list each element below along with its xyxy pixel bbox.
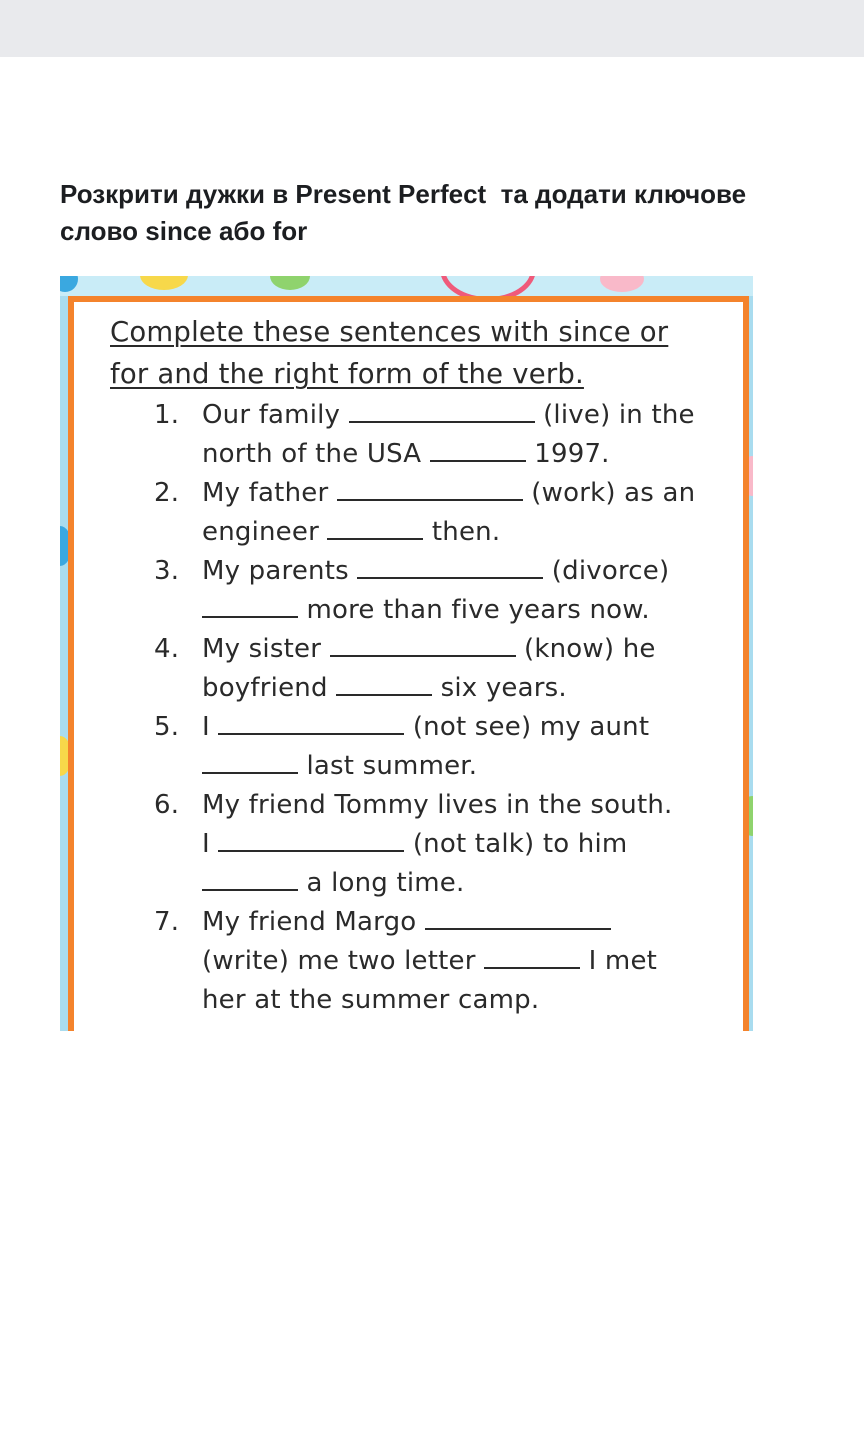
item-5-line-1 <box>202 712 649 742</box>
item-4-line-2 <box>202 673 567 703</box>
answer-blank <box>202 596 298 618</box>
item-2-line-1 <box>202 478 695 508</box>
item-6-line-2 <box>202 829 627 859</box>
answer-blank <box>349 401 535 423</box>
sentence-text: north of the USA <box>202 439 422 469</box>
sentence-text: boyfriend <box>202 673 328 703</box>
item-7-line-2 <box>202 946 657 976</box>
item-1-line-1 <box>202 400 695 430</box>
sentence-text: her at the summer camp. <box>202 985 540 1015</box>
sentence-text: My sister <box>202 634 322 664</box>
answer-blank <box>357 557 543 579</box>
item-3-line-1 <box>202 556 669 586</box>
item-number: 5. <box>154 712 180 742</box>
question-text <box>60 176 840 250</box>
sentence-text: I <box>202 829 210 859</box>
answer-blank <box>430 440 526 462</box>
item-number: 2. <box>154 478 180 508</box>
top-bar <box>0 0 864 57</box>
sentence-text: engineer <box>202 517 319 547</box>
sentence-text: last summer. <box>306 751 478 781</box>
sentence-text: (not talk) to him <box>412 829 628 859</box>
sentence-text: I met <box>588 946 658 976</box>
sentence-text: then. <box>431 517 501 547</box>
item-number: 7. <box>154 907 180 937</box>
answer-blank <box>330 635 516 657</box>
worksheet-frame <box>68 296 749 1031</box>
question-line-1: Розкрити дужки в Present Perfect та додати ключове <box>60 179 747 209</box>
item-number: 4. <box>154 634 180 664</box>
sentence-text: (work) as an <box>531 478 696 508</box>
worksheet-heading-line-2: for and the right form of the verb. <box>110 358 584 390</box>
sentence-text: six years. <box>440 673 567 703</box>
item-number: 6. <box>154 790 180 820</box>
item-5-line-2 <box>202 751 477 781</box>
question-line-2: слово since або for <box>60 216 308 246</box>
item-number: 3. <box>154 556 180 586</box>
sentence-text: (write) me two letter <box>202 946 476 976</box>
answer-blank <box>425 908 611 930</box>
answer-blank <box>484 947 580 969</box>
answer-blank <box>202 752 298 774</box>
sentence-text: My friend Margo <box>202 907 417 937</box>
sentence-text: (know) he <box>524 634 656 664</box>
answer-blank <box>202 869 298 891</box>
item-number: 1. <box>154 400 180 430</box>
item-7-line-1 <box>202 907 611 937</box>
worksheet-image <box>60 276 753 1031</box>
sentence-text: a long time. <box>306 868 465 898</box>
answer-blank <box>327 518 423 540</box>
item-7-line-3 <box>202 985 539 1015</box>
answer-blank <box>337 479 523 501</box>
item-1-line-2 <box>202 439 610 469</box>
answer-blank <box>218 830 404 852</box>
sentence-text: I <box>202 712 210 742</box>
sentence-text: more than five years now. <box>306 595 650 625</box>
sentence-text: (divorce) <box>551 556 670 586</box>
sentence-text: My friend Tommy lives in the south. <box>202 790 673 820</box>
sentence-text: My father <box>202 478 329 508</box>
answer-blank <box>336 674 432 696</box>
sentence-text: (live) in the <box>543 400 695 430</box>
item-3-line-2 <box>202 595 650 625</box>
answer-blank <box>218 713 404 735</box>
sentence-text: Our family <box>202 400 341 430</box>
sentence-text: (not see) my aunt <box>412 712 650 742</box>
worksheet-heading-line-1: Complete these sentences with since or <box>110 316 669 348</box>
sentence-text: My parents <box>202 556 349 586</box>
item-4-line-1 <box>202 634 656 664</box>
sentence-text: 1997. <box>534 439 610 469</box>
item-6-line-1 <box>202 790 672 820</box>
item-6-line-3 <box>202 868 464 898</box>
item-2-line-2 <box>202 517 500 547</box>
